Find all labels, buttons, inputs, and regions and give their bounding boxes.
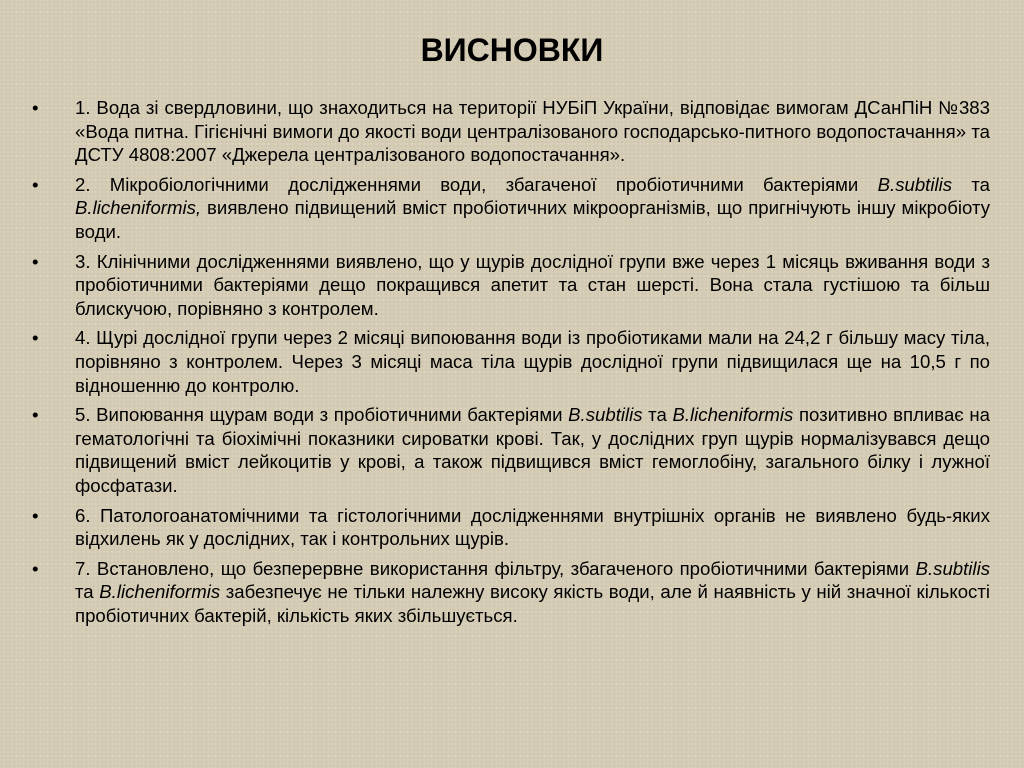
species-name: B.subtilis xyxy=(568,404,643,426)
item-text: 5. Випоювання щурам води з пробіотичними бактеріями xyxy=(75,404,569,426)
item-text: забезпечує не тільки належну високу якість води, але й наявність у ній значної кількості пробіотичних бактерій, кількість яких збільшується. xyxy=(75,581,990,626)
species-name: B.subtilis xyxy=(877,173,953,195)
slide-title: ВИСНОВКИ xyxy=(420,32,604,68)
item-text: 1. Вода зі свердловини, що знаходиться на території НУБіП України, відповідає вимогам ДСанПіН №383 «Вода питна. Гігієнічні вимоги до якості води централізованого господарсько-питного водопостачання» та ДСТУ 4808:2007 «Джерела централізованого водопостачання». xyxy=(75,97,990,166)
list-item xyxy=(28,504,990,551)
item-text: 2. Мікробіологічними дослідженнями води, збагаченої пробіотичними бактеріями xyxy=(75,173,878,195)
list-item xyxy=(28,250,990,321)
item-text: та xyxy=(642,404,673,426)
list-item xyxy=(28,96,990,167)
item-text: 7. Встановлено, що безперервне використання фільтру, збагаченого пробіотичними бактеріями xyxy=(75,557,916,579)
species-name: B.licheniformis xyxy=(99,581,221,603)
species-name: B.licheniformis, xyxy=(75,197,202,219)
species-name: B.licheniformis xyxy=(672,404,794,426)
item-text: позитивно впливає на гематологічні та біохімічні показники сироватки крові. Так, у дослідних груп щурів нормалізувався дещо підвищений вміст лейкоцитів у крові, а також підвищився вміст гемоглобіну, загального білку і лужної фосфатази. xyxy=(75,404,990,496)
list-item xyxy=(28,557,990,628)
item-text: 4. Щурі дослідної групи через 2 місяці випоювання води із пробіотиками мали на 24,2 г більшу масу тіла, порівняно з контролем. Через 3 місяці маса тіла щурів дослідної групи підвищилася ще на 10,5 г по відношенню до контролю. xyxy=(75,327,990,396)
species-name: B.subtilis xyxy=(915,557,990,579)
conclusions-list xyxy=(28,96,990,633)
item-text: виявлено підвищений вміст пробіотичних мікроорганізмів, що пригнічують іншу мікробіоту води. xyxy=(75,197,990,242)
item-text: 3. Клінічними дослідженнями виявлено, що у щурів дослідної групи вже через 1 місяць вживання води з пробіотичними бактеріями дещо покращився апетит та стан шерсті. Вона стала густішою та більш блискучою, порівняно з контролем. xyxy=(75,250,990,319)
list-item xyxy=(28,326,990,397)
item-text: 6. Патологоанатомічними та гістологічними дослідженнями внутрішніх органів не виявлено будь-яких відхилень як у дослідних, так і контрольних щурів. xyxy=(75,504,990,550)
list-item xyxy=(28,403,990,497)
list-item xyxy=(28,173,990,244)
item-text: та xyxy=(952,173,990,195)
item-text: та xyxy=(75,581,100,603)
